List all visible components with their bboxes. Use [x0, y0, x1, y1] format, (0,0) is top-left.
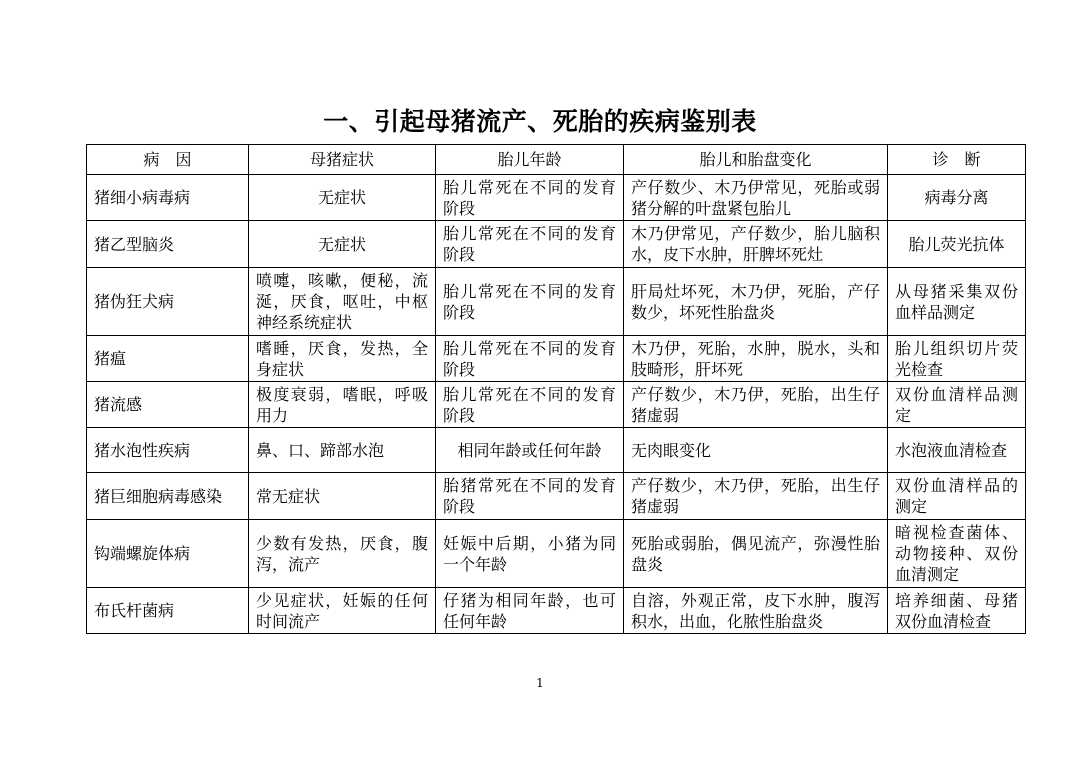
table-row [87, 382, 1026, 428]
cell-fetus-age: 胎儿常死在不同的发育阶段 [436, 336, 624, 382]
cell-cause: 猪流感 [87, 382, 249, 428]
table-row [87, 268, 1026, 336]
cell-diagnosis: 暗视检查菌体、动物接种、双份血清测定 [888, 520, 1026, 588]
cell-sow-symptoms: 少见症状，妊娠的任何时间流产 [249, 588, 436, 634]
page-number: 1 [536, 676, 544, 690]
cell-sow-symptoms: 无症状 [249, 221, 436, 268]
cell-sow-symptoms: 喷嚏，咳嗽，便秘，流涎，厌食，呕吐，中枢神经系统症状 [249, 268, 436, 336]
cell-sow-symptoms: 鼻、口、蹄部水泡 [249, 428, 436, 473]
cell-fetus-age: 胎儿常死在不同的发育阶段 [436, 382, 624, 428]
cell-fetus-age: 胎猪常死在不同的发育阶段 [436, 473, 624, 520]
table-row [87, 520, 1026, 588]
cell-cause: 猪乙型脑炎 [87, 221, 249, 268]
table-row [87, 336, 1026, 382]
cell-fetus-placenta-changes: 木乃伊，死胎，水肿，脱水，头和肢畸形，肝坏死 [624, 336, 888, 382]
cell-sow-symptoms: 常无症状 [249, 473, 436, 520]
table-header-row [87, 145, 1026, 175]
cell-fetus-placenta-changes: 产仔数少，木乃伊，死胎，出生仔猪虚弱 [624, 473, 888, 520]
table-row [87, 428, 1026, 473]
table-row [87, 221, 1026, 268]
disease-differential-table [86, 144, 1026, 634]
cell-diagnosis: 双份血清样品测定 [888, 382, 1026, 428]
cell-fetus-placenta-changes: 产仔数少、木乃伊常见，死胎或弱猪分解的叶盘紧包胎儿 [624, 175, 888, 221]
cell-sow-symptoms: 嗜睡，厌食，发热，全身症状 [249, 336, 436, 382]
cell-diagnosis: 病毒分离 [888, 175, 1026, 221]
cell-cause: 猪巨细胞病毒感染 [87, 473, 249, 520]
header-fetus-placenta-changes: 胎儿和胎盘变化 [624, 145, 888, 175]
cell-diagnosis: 水泡液血清检查 [888, 428, 1026, 473]
cell-fetus-age: 仔猪为相同年龄，也可任何年龄 [436, 588, 624, 634]
header-diagnosis: 诊 断 [888, 145, 1026, 175]
cell-fetus-age: 胎儿常死在不同的发育阶段 [436, 221, 624, 268]
cell-diagnosis: 胎儿荧光抗体 [888, 221, 1026, 268]
table-row [87, 473, 1026, 520]
cell-diagnosis: 培养细菌、母猪双份血清检查 [888, 588, 1026, 634]
cell-fetus-age: 相同年龄或任何年龄 [436, 428, 624, 473]
cell-fetus-placenta-changes: 肝局灶坏死，木乃伊，死胎，产仔数少，坏死性胎盘炎 [624, 268, 888, 336]
cell-fetus-placenta-changes: 产仔数少，木乃伊，死胎，出生仔猪虚弱 [624, 382, 888, 428]
cell-diagnosis: 从母猪采集双份血样品测定 [888, 268, 1026, 336]
cell-diagnosis: 双份血清样品的测定 [888, 473, 1026, 520]
header-sow-symptoms: 母猪症状 [249, 145, 436, 175]
cell-fetus-placenta-changes: 木乃伊常见，产仔数少，胎儿脑积水，皮下水肿，肝脾坏死灶 [624, 221, 888, 268]
cell-diagnosis: 胎儿组织切片荧光检查 [888, 336, 1026, 382]
header-cause: 病 因 [87, 145, 249, 175]
cell-cause: 猪伪狂犬病 [87, 268, 249, 336]
cell-sow-symptoms: 少数有发热，厌食，腹泻，流产 [249, 520, 436, 588]
cell-cause: 钩端螺旋体病 [87, 520, 249, 588]
cell-fetus-age: 妊娠中后期，小猪为同一个年龄 [436, 520, 624, 588]
cell-fetus-age: 胎儿常死在不同的发育阶段 [436, 268, 624, 336]
table-row [87, 588, 1026, 634]
header-fetus-age: 胎儿年龄 [436, 145, 624, 175]
cell-cause: 猪水泡性疾病 [87, 428, 249, 473]
table-row [87, 175, 1026, 221]
cell-cause: 布氏杆菌病 [87, 588, 249, 634]
cell-fetus-placenta-changes: 死胎或弱胎，偶见流产，弥漫性胎盘炎 [624, 520, 888, 588]
cell-sow-symptoms: 极度衰弱，嗜眠，呼吸用力 [249, 382, 436, 428]
cell-cause: 猪瘟 [87, 336, 249, 382]
cell-cause: 猪细小病毒病 [87, 175, 249, 221]
cell-sow-symptoms: 无症状 [249, 175, 436, 221]
cell-fetus-age: 胎儿常死在不同的发育阶段 [436, 175, 624, 221]
page-title: 一、引起母猪流产、死胎的疾病鉴别表 [323, 107, 757, 136]
cell-fetus-placenta-changes: 自溶，外观正常，皮下水肿，腹泻积水，出血，化脓性胎盘炎 [624, 588, 888, 634]
cell-fetus-placenta-changes: 无肉眼变化 [624, 428, 888, 473]
